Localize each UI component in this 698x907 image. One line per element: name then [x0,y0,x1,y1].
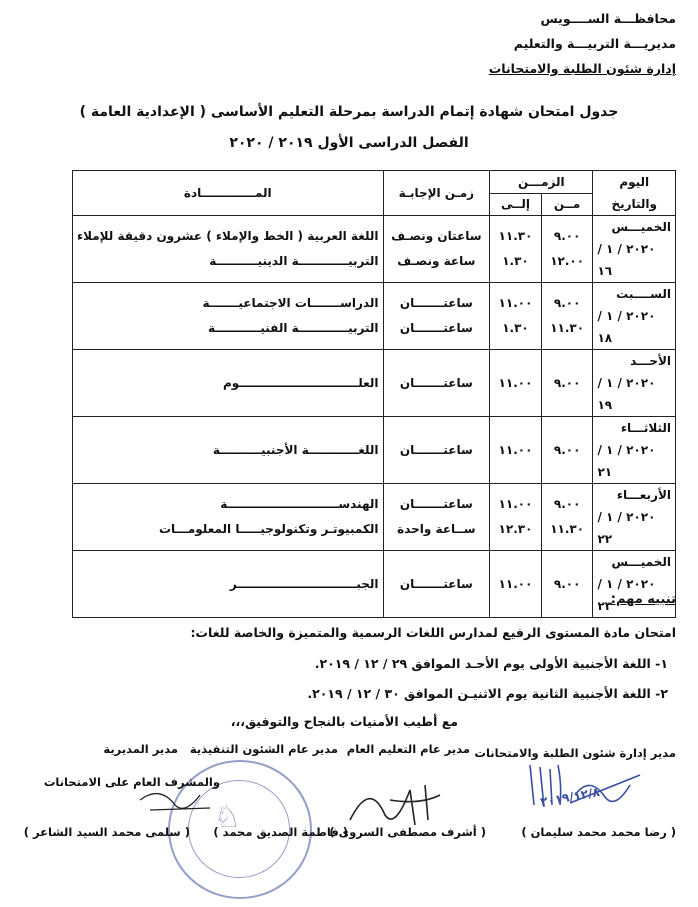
notice-intro: امتحان مادة المستوى الرفيع لمدارس اللغات الرسمية والمتميزة والخاصة للغات: [190,625,676,640]
notice-item-2: ٢- اللغة الأجنبية الثانية يوم الاثنيـن الموافق ٣٠ / ١٢ / ٢٠١٩. [307,686,668,701]
duration-cell [383,417,490,484]
table-row [73,551,676,618]
time-from-cell [541,484,593,551]
signature-name-students-affairs: ( رضا محمد محمد سليمان ) [521,825,676,839]
duration-value: ساعتـــــــان [399,321,473,335]
handwritten-signature [500,755,650,815]
signature-title-students-affairs: مدير إدارة شئون الطلبة والامتحانات [474,746,676,760]
header-duration: زمـن الإجابـة [383,171,490,216]
exam-date: ٢٠٢٠ / ١ / ١٦ [597,242,656,278]
to-value: ١٢.٣٠ [498,522,533,536]
subject-cell [73,216,384,283]
signature-name-general-education: ( أشرف مصطفى السروى ) [329,825,486,839]
subject-cell [73,283,384,350]
to-value: ١١.٠٠ [498,442,533,457]
duration-value: ساعتان ونصـف [391,229,482,243]
day-cell [593,551,676,618]
day-cell [593,484,676,551]
subject-value: اللغة العربية ( الخط والإملاء ) عشرون دقيقة للإملاء [77,229,379,243]
exam-date: ٢٠٢٠ / ١ / ١٩ [597,376,656,412]
table-row [73,484,676,551]
signature-title-general-education: مدير عام التعليم العام [346,742,470,756]
table-row [73,216,676,283]
subject-value: الهندســـــــــــــــــــــــــــة [220,497,379,511]
signature-name-directorate-manager: ( سلمى محمد السيد الشاعر ) [23,825,190,839]
from-value: ٩.٠٠ [553,442,581,457]
signature-title-supervisor: والمشرف العام على الامتحانات [43,775,220,789]
notice-item-1: ١- اللغة الأجنبية الأولى يوم الأحـد الموافق ٢٩ / ١٢ / ٢٠١٩. [314,656,668,671]
notice-closing: مع أطيب الأمنيات بالنجاح والتوفيق،،، [230,714,458,729]
document-header [489,6,676,81]
time-from-cell [541,350,593,417]
to-value: ١١.٠٠ [498,296,533,310]
time-to-cell [490,283,542,350]
exam-schedule-table [72,170,676,618]
subject-cell [73,551,384,618]
day-name: الخميـــس [611,220,671,234]
handwritten-signature-3 [130,780,220,820]
day-name: الســــبت [616,287,671,301]
handwritten-signature-2 [330,770,450,830]
department-label: إدارة شئون الطلبة والامتحانات [488,61,676,76]
duration-cell [383,551,490,618]
subject-value: العلـــــــــــــــــــــــــــــوم [222,375,379,390]
subject-value: الجبـــــــــــــــــــــــــــــر [229,576,379,591]
duration-value: ساعتـــــــان [399,442,473,457]
to-value: ١١.٣٠ [498,229,533,243]
header-from: مــن [541,193,593,216]
from-value: ١١.٣٠ [550,522,585,536]
duration-cell [383,350,490,417]
time-to-cell [490,417,542,484]
subject-cell [73,417,384,484]
subject-value: الدراســـــــات الاجتماعيـــــــة [202,296,379,310]
table-row [73,417,676,484]
day-cell [593,417,676,484]
to-value: ١.٣٠ [502,321,529,335]
time-to-cell [490,484,542,551]
from-value: ٩.٠٠ [553,576,581,591]
duration-value: ساعتـــــــان [399,375,473,390]
day-cell [593,350,676,417]
subject-value: التربيــــــــــــة الفنيـــــــــــة [207,321,379,335]
time-from-cell [541,216,593,283]
from-value: ٩.٠٠ [553,229,581,243]
semester-title: الفصل الدراسى الأول ٢٠١٩ / ٢٠٢٠ [229,135,469,151]
from-value: ١١.٣٠ [550,321,585,335]
table-row [73,350,676,417]
header-time: الزمـــن [490,171,593,194]
to-value: ١١.٠٠ [498,375,533,390]
duration-cell [383,216,490,283]
to-value: ١.٣٠ [502,254,529,268]
time-to-cell [490,216,542,283]
table-row [73,283,676,350]
duration-value: ساعة ونصـف [397,254,476,268]
duration-value: ساعتـــــــان [399,497,473,511]
duration-value: ساعتـــــــان [399,296,473,310]
day-cell [593,216,676,283]
handwritten-date: ٢٠١٩/١٢/٨ [539,784,601,810]
schedule-title: جدول امتحان شهادة إتمام الدراسة بمرحلة التعليم الأساسى ( الإعدادية العامة ) [79,104,619,120]
notice-title: تنبيه مهم: [610,592,676,607]
header-to: إلــى [490,193,542,216]
from-value: ٩.٠٠ [553,375,581,390]
to-value: ١١.٠٠ [498,497,533,511]
duration-cell [383,484,490,551]
time-from-cell [541,551,593,618]
day-name: الأحـــد [630,354,671,368]
subject-cell [73,484,384,551]
day-cell [593,283,676,350]
header-subject: المـــــــــــــادة [73,171,384,216]
directorate-label: مديريـــة التربيـــة والتعليم [513,36,676,51]
duration-value: ســاعة واحدة [397,522,476,536]
from-value: ٩.٠٠ [553,497,581,511]
duration-value: ساعتـــــــان [399,576,473,591]
signature-name-executive-affairs: ( فاطمة الصديق محمد ) [213,825,348,839]
exam-date: ٢٠٢٠ / ١ / ١٨ [597,309,656,345]
duration-cell [383,283,490,350]
to-value: ١١.٠٠ [498,576,533,591]
exam-date: ٢٠٢٠ / ١ / ٢٣ [597,577,656,613]
time-to-cell [490,350,542,417]
eagle-emblem-icon: ♘ [214,800,241,835]
time-to-cell [490,551,542,618]
from-value: ١٢.٠٠ [550,254,585,268]
day-name: الثلاثـــاء [620,421,671,435]
time-from-cell [541,417,593,484]
exam-date: ٢٠٢٠ / ١ / ٢٢ [597,510,656,546]
day-name: الأربعـــاء [616,488,671,502]
subject-value: التربيــــــــــــة الدينيــــــــــة [209,254,379,268]
signature-title-executive-affairs: مدير عام الشئون التنفيذية [189,742,338,756]
from-value: ٩.٠٠ [553,296,581,310]
subject-value: الكمبيوتـر وتكنولوجيـــــا المعلومـــات [158,522,379,536]
signature-title-directorate-manager: مدير المديرية [103,742,178,756]
time-from-cell [541,283,593,350]
header-day-date: اليوم والتاريخ [593,171,676,216]
governorate-label: محافظـــة الســــويس [540,11,676,26]
subject-value: اللغــــــــــــة الأجنبيــــــــــة [212,442,379,457]
exam-date: ٢٠٢٠ / ١ / ٢١ [597,443,656,479]
day-name: الخميـــس [611,555,671,569]
subject-cell [73,350,384,417]
